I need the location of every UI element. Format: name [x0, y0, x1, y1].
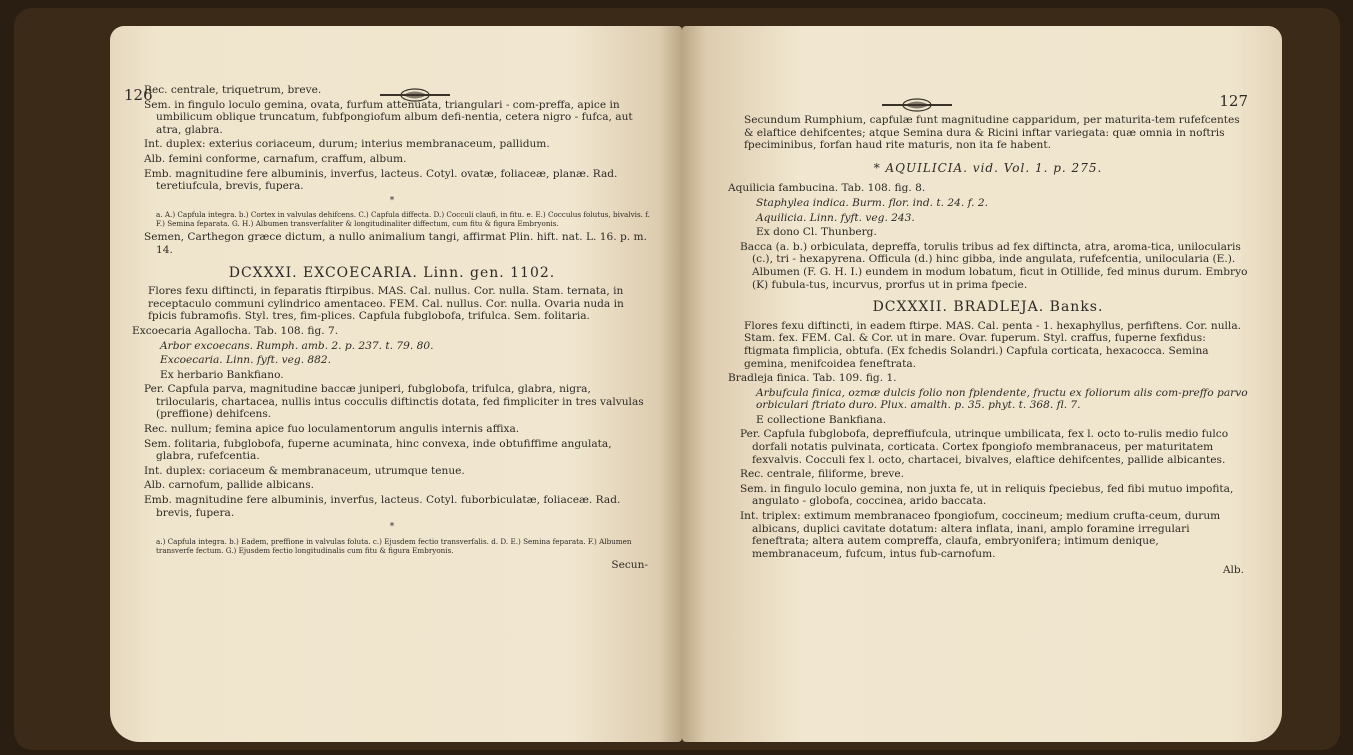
page-number: 127	[1219, 92, 1248, 110]
text-line: Sem. in fingulo loculo gemina, ovata, furfum attenuata, triangulari - com-preffa, apice in umbilicum oblique truncatum, fubfpongiofum album defi-nentia, cetera nigro - fufca, aut atra, glabra.	[144, 98, 633, 136]
text-line: Int. triplex: extimum membranaceo fpongiofum, coccineum; medium crufta-ceum, durum albicans, duplici cavitate dotatum: altera inflata, inani, amplo foramine irregulari feneftrata; altera autem compreffa, claufa, embryonifera; intimum denique, membranaceum, fufcum, intus fub-carnofum.	[740, 510, 1221, 560]
source-note: Ex herbario Bankfiano.	[160, 368, 284, 381]
text-line: Rec. nullum; femina apice fuo loculamentorum angulis internis affixa.	[144, 423, 520, 436]
genus-title: DCXXXII. BRADLEJA. Banks.	[872, 299, 1104, 316]
intro-paragraph: Secundum Rumphium, capfulæ funt magnitudine capparidum, per maturita-tem rufefcentes & elaftice dehifcentes; atque Semina dura & Ricini inftar variegata: quæ omnia in noftris fpeciminibus, forfan haud rite maturis, non ita fe habent.	[744, 114, 1240, 152]
text-line: Per. Capfula fubglobofa, depreffiufcula, utrinque umbilicata, fex l. octo to-rulis medio fulco dorfali notatis pulvinata, corticata. Cortex fpongiofo membranaceus, per maturitatem fexvalvis. Cocculi fex l. octo, chartacei, bivalves, elaftice dehifcentes, pallide albicantes.	[740, 428, 1229, 466]
synonym: Staphylea indica. Burm. flor. ind. t. 24. f. 2.	[756, 196, 988, 209]
species-name: Bradleja finica. Tab. 109. fig. 1.	[728, 372, 897, 385]
star-mark: *	[389, 522, 395, 533]
synonym: Aquilicia. Linn. fyft. veg. 243.	[756, 211, 915, 224]
text-line: Alb. femini conforme, carnafum, craffum, album.	[144, 152, 407, 165]
page-number: 126	[124, 86, 153, 104]
figure-legend: a. A.) Capfula integra. b.) Cortex in valvulas dehifcens. C.) Capfula diffecta. D.) Cocculi claufi, in fitu. e. E.) Cocculus folutus, bivalvis. f. F.) Semina feparata. G. H.) Albumen transverfaliter & longitudinaliter diffectum, cum fitu & figura Embryonis.	[156, 210, 650, 229]
text-line: Emb. magnitudine fere albuminis, inverfus, lacteus. Cotyl. ovatæ, foliaceæ, planæ. Rad. teretiufcula, brevis, fupera.	[144, 167, 618, 193]
star-mark: *	[389, 195, 395, 206]
text-line: Rec. centrale, triquetrum, breve.	[144, 84, 322, 96]
source-note: Ex dono Cl. Thunberg.	[756, 226, 877, 239]
book-spread	[14, 8, 1340, 750]
synonym: Arbufcula finica, ozmæ dulcis folio non fplendente, fructu ex foliorum alis com-preffo parvo orbiculari ftriato duro. Plux. amalth. p. 35. phyt. t. 368. fl. 7.	[756, 386, 1248, 412]
text-line: Sem. folitaria, fubglobofa, fuperne acuminata, hinc convexa, inde obtufiffime angulata, glabra, rufefcentia.	[144, 437, 612, 463]
text-line: Bacca (a. b.) orbiculata, depreffa, torulis tribus ad fex diftincta, atra, aroma-tica, unilocularis (c.), tri - hexapyrena. Officula (d.) hinc gibba, inde angulata, rufefcentia, unilocularia (E.). Albumen (F. G. H. I.) eundem in modum lobatum, ficut in Otillide, fed minus durum. Embryo (K) fubula-tus, incurvus, prorfus ut in prima fpecie.	[740, 240, 1248, 291]
text-line: Per. Capfula parva, magnitudine baccæ juniperi, fubglobofa, trifulca, glabra, nigra, trilocularis, chartacea, nullis intus cocculis diftinctis dotata, fed fimpliciter in tres valvulas (preffione) dehifcens.	[144, 383, 644, 421]
figure-legend: a.) Capfula integra. b.) Eadem, preffione in valvulas foluta. c.) Ejusdem fectio transverfalis. d. D. E.) Semina feparata. F.) Albumen transverfe fectum. G.) Ejusdem fectio longitudinalis cum fitu & figura Embryonis.	[156, 536, 632, 555]
species-name: Aquilicia fambucina. Tab. 108. fig. 8.	[728, 182, 926, 195]
right-page	[682, 26, 1282, 742]
text-line: Rec. centrale, filiforme, breve.	[740, 468, 904, 481]
text-line: Sem. in fingulo loculo gemina, non juxta fe, ut in reliquis fpeciebus, fed fibi mutuo impofita, angulato - globofa, coccinea, arido baccata.	[740, 482, 1234, 508]
text-line: Int. duplex: exterius coriaceum, durum; interius membranaceum, pallidum.	[144, 138, 550, 151]
genus-description: Flores fexu diftincti, in feparatis ftirpibus. MAS. Cal. nullus. Cor. nulla. Stam. ternata, in receptaculo communi cylindrico amentaceo. FEM. Cal. nullus. Cor. nulla. Ovaria nuda in fpicis fubramofis. Styl. tres, fim-plices. Capfula fubglobofa, trifulca. Sem. folitaria.	[148, 285, 624, 323]
right-page-text	[728, 114, 1248, 579]
synonym: Arbor excoecans. Rumph. amb. 2. p. 237. t. 79. 80.	[160, 339, 434, 352]
catchword: Secun-	[611, 558, 648, 571]
semen-note: Semen, Carthegon græce dictum, a nullo animalium tangi, affirmat Plin. hift. nat. L. 16. p. m. 14.	[144, 231, 647, 256]
species-name: Excoecaria Agallocha. Tab. 108. fig. 7.	[132, 324, 339, 337]
ornament-icon	[882, 98, 952, 112]
text-line: Alb. carnofum, pallide albicans.	[144, 479, 315, 492]
genus-title: DCXXXI. EXCOECARIA. Linn. gen. 1102.	[228, 264, 556, 281]
reference-title: * AQUILICIA. vid. Vol. 1. p. 275.	[873, 160, 1103, 175]
left-page	[110, 26, 682, 742]
source-note: E collectione Bankfiana.	[756, 413, 887, 426]
catchword: Alb.	[1222, 564, 1244, 577]
synonym: Excoecaria. Linn. fyft. veg. 882.	[160, 354, 332, 367]
left-page-text	[132, 84, 652, 573]
text-line: Int. duplex: coriaceum & membranaceum, utrumque tenue.	[144, 464, 465, 477]
genus-description: Flores fexu diftincti, in eadem ftirpe. MAS. Cal. penta - 1. hexaphyllus, perfiftens. Cor. nulla. Stam. fex. FEM. Cal. & Cor. ut in mare. Ovar. fuperum. Styl. craffus, fuperne fexfidus: ftigmata fimplicia, obtufa. (Ex fchedis Solandri.) Capfula corticata, hexacocca. Semina gemina, menifcoidea feneftrata.	[744, 319, 1242, 370]
text-line: Emb. magnitudine fere albuminis, inverfus, lacteus. Cotyl. fuborbiculatæ, foliaceæ. Rad. brevis, fupera.	[144, 494, 621, 519]
